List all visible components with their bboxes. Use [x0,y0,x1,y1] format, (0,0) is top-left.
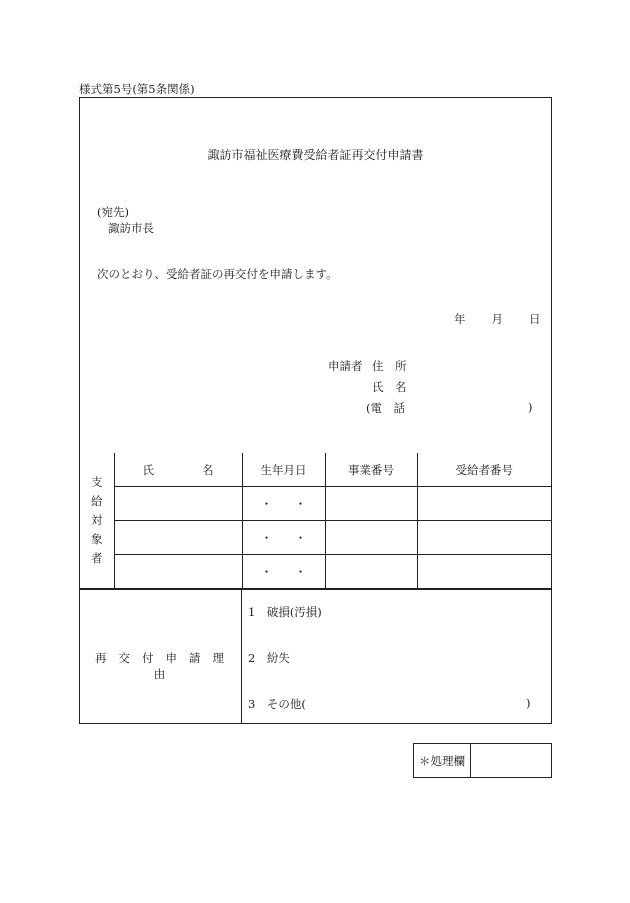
applicant-name-label: 氏 名 [372,380,407,394]
reason-other-close: ) [526,696,531,710]
application-form [79,97,552,724]
recipient-number-field[interactable] [417,555,551,589]
office-number-field[interactable] [325,521,417,555]
applicant-phone-close: ) [528,400,533,414]
recipients-section-label: 支 給 対 象 者 [80,453,114,589]
processing-label: ＊処理欄 [414,744,471,777]
recipients-table [80,453,551,589]
reissue-reason-section [80,589,551,724]
recipient-number-field[interactable] [417,521,551,555]
table-header-row [80,453,551,487]
request-statement: 次のとおり、受給者証の再交付を申請します。 [97,267,338,281]
header-birthdate: 生年月日 [242,453,325,487]
office-number-field[interactable] [325,487,417,521]
name-field[interactable] [114,487,242,521]
applicant-phone-label: (電 話 [366,401,405,415]
date-month: 月 [491,312,503,326]
reason-option-other[interactable]: 3 その他( [248,697,306,711]
date-line [454,311,541,327]
reason-divider [241,590,242,724]
table-row [80,487,551,521]
processing-box [413,743,552,778]
name-field[interactable] [114,555,242,589]
birthdate-field[interactable]: ・ ・ [242,521,325,555]
table-row [80,521,551,555]
header-office-number: 事業番号 [325,453,417,487]
name-field[interactable] [114,521,242,555]
header-recipient-number: 受給者番号 [417,453,551,487]
header-name: 氏 名 [114,453,242,487]
applicant-label: 申請者 [328,359,363,373]
addressee-label: (宛先) [97,205,129,219]
date-year: 年 [454,312,466,326]
recipient-number-field[interactable] [417,487,551,521]
form-number-label: 様式第5号(第5条関係) [79,82,195,96]
reason-label: 再交付申請理由 [95,651,236,681]
table-row [80,555,551,589]
birthdate-field[interactable]: ・ ・ [242,487,325,521]
date-day: 日 [529,312,541,326]
reason-option-lost[interactable]: 2 紛失 [248,651,290,665]
office-number-field[interactable] [325,555,417,589]
reason-option-damaged[interactable]: 1 破損(汚損) [248,605,322,619]
applicant-address-label: 住 所 [372,359,407,373]
document-title: 諏訪市福祉医療費受給者証再交付申請書 [207,148,424,162]
addressee-name: 諏訪市長 [108,221,154,235]
birthdate-field[interactable]: ・ ・ [242,555,325,589]
